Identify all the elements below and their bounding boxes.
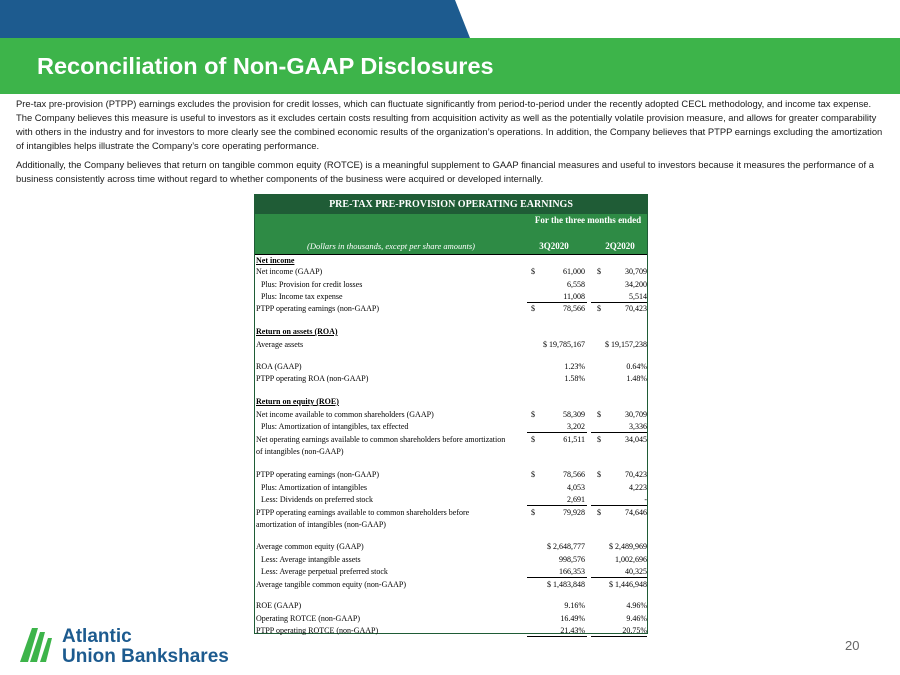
row-label: Plus: Provision for credit losses: [261, 280, 363, 289]
value-3q2020: $ 19,785,167: [543, 340, 585, 349]
table-row: [255, 541, 647, 553]
currency-symbol-3q: $: [531, 470, 535, 479]
underline: [527, 636, 587, 637]
row-label: Average assets: [256, 340, 304, 349]
currency-symbol-3q: $: [531, 304, 535, 313]
table-row: [255, 326, 647, 338]
logo-line2: Union Bankshares: [62, 646, 229, 666]
value-3q2020: 166,353: [559, 567, 585, 576]
value-2q2020: 4,223: [629, 483, 647, 492]
table-row: [255, 421, 647, 433]
value-2q2020: 34,200: [625, 280, 647, 289]
currency-symbol-2q: $: [597, 304, 601, 313]
top-banner: [0, 0, 900, 38]
underline: [527, 505, 587, 506]
currency-symbol-2q: $: [597, 470, 601, 479]
value-2q2020: 5,514: [629, 292, 647, 301]
row-label: Net operating earnings available to common shareholders before amortization of intangibles (non-GAAP): [256, 435, 506, 456]
row-label: Operating ROTCE (non-GAAP): [256, 614, 360, 623]
row-label: Plus: Amortization of intangibles, tax effected: [261, 422, 409, 431]
value-2q2020: 70,423: [625, 304, 647, 313]
value-3q2020: 61,511: [563, 435, 585, 444]
dollars-note: (Dollars in thousands, except per share amounts): [306, 241, 476, 251]
table-row: [255, 279, 647, 291]
value-2q2020: $ 19,157,238: [605, 340, 647, 349]
underline: [591, 505, 647, 506]
currency-symbol-2q: $: [597, 410, 601, 419]
page-title: Reconciliation of Non-GAAP Disclosures: [37, 53, 494, 79]
currency-symbol-2q: $: [597, 435, 601, 444]
table-row: [255, 482, 647, 494]
row-label: PTPP operating ROTCE (non-GAAP): [256, 626, 379, 635]
row-label: Return on equity (ROE): [256, 397, 339, 406]
currency-symbol-3q: $: [531, 267, 535, 276]
table-heading: PRE-TAX PRE-PROVISION OPERATING EARNINGS: [255, 195, 647, 214]
value-3q2020: 16.49%: [560, 614, 585, 623]
table-column-header: [255, 238, 647, 255]
atlantic-union-logo: [18, 622, 258, 666]
table-row: [255, 434, 647, 458]
table-row: [255, 409, 647, 421]
value-3q2020: 21.43%: [560, 626, 585, 635]
value-3q2020: 61,000: [563, 267, 585, 276]
row-label: PTPP operating earnings (non-GAAP): [256, 304, 380, 313]
underline: [527, 432, 587, 433]
table-row: [255, 303, 647, 315]
currency-symbol-3q: $: [531, 508, 535, 517]
row-label: PTPP operating earnings (non-GAAP): [256, 470, 380, 479]
value-2q2020: 9.46%: [626, 614, 647, 623]
table-span-header: [255, 214, 647, 238]
underline: [591, 636, 647, 637]
page-number: 20: [845, 638, 860, 653]
value-3q2020: 11,008: [563, 292, 585, 301]
row-label: Net income (GAAP): [256, 267, 323, 276]
row-label: Net income: [256, 256, 295, 265]
value-3q2020: 1.58%: [564, 374, 585, 383]
value-2q2020: 0.64%: [626, 362, 647, 371]
table-row: [255, 339, 647, 351]
intro-paragraph: Pre-tax pre-provision (PTPP) earnings excludes the provision for credit losses, which can fluctuate significantly from period-to-period under the recently adopted CECL methodology, and income tax expense. The Company believes this measure is useful to investors as it excludes certain costs resulting from acquisition activity as well as the potentially volatile provision measure, and allows for greater comparability with others in the industry and for investors to more clearly see the combined economic results of the organization’s operations. In addition, the Company believes that PTPP earnings excluding the amortization of intangibles helps illustrate the Company’s core operating performance.: [16, 98, 883, 151]
value-3q2020: 78,566: [563, 470, 585, 479]
value-3q2020: 1.23%: [564, 362, 585, 371]
value-2q2020: -: [644, 495, 647, 504]
table-row: [255, 507, 647, 531]
ptpp-table: [254, 194, 648, 634]
period-header: For the three months ended: [534, 215, 642, 225]
column-3q2020: 3Q2020: [539, 241, 569, 251]
row-label: ROA (GAAP): [256, 362, 302, 371]
row-label: Less: Dividends on preferred stock: [261, 495, 373, 504]
currency-symbol-2q: $: [597, 508, 601, 517]
value-2q2020: 1,002,696: [615, 555, 647, 564]
table-row: [255, 625, 647, 637]
value-2q2020: 30,709: [625, 410, 647, 419]
table-row: [255, 266, 647, 278]
value-2q2020: $ 1,446,948: [609, 580, 647, 589]
currency-symbol-2q: $: [597, 267, 601, 276]
currency-symbol-3q: $: [531, 435, 535, 444]
table-row: [255, 566, 647, 578]
currency-symbol-3q: $: [531, 410, 535, 419]
row-label: PTPP operating ROA (non-GAAP): [256, 374, 369, 383]
logo-mark-icon: [20, 628, 52, 662]
row-label: PTPP operating earnings available to common shareholders before amortization of intangibles (non-GAAP): [256, 508, 470, 529]
value-2q2020: 74,646: [625, 508, 647, 517]
row-label: Plus: Amortization of intangibles: [261, 483, 367, 492]
value-2q2020: 3,336: [629, 422, 647, 431]
table-row: [255, 613, 647, 625]
rotce-paragraph: Additionally, the Company believes that return on tangible common equity (ROTCE) is a meaningful supplement to GAAP financial measures and useful to investors because it measures the performance of a business consistently across time without regard to whether components of the business were acquired or developed internally.: [16, 159, 874, 184]
table-row: [255, 579, 647, 591]
value-2q2020: $ 2,489,969: [609, 542, 647, 551]
table-row: [255, 494, 647, 506]
column-2q2020: 2Q2020: [605, 241, 635, 251]
value-3q2020: 9.16%: [564, 601, 585, 610]
underline: [591, 432, 647, 433]
value-3q2020: 58,309: [563, 410, 585, 419]
value-2q2020: 34,045: [625, 435, 647, 444]
row-label: Net income available to common shareholders (GAAP): [256, 410, 434, 419]
value-3q2020: 998,576: [559, 555, 585, 564]
row-label: Plus: Income tax expense: [261, 292, 343, 301]
row-label: Average tangible common equity (non-GAAP): [256, 580, 407, 589]
value-3q2020: $ 1,483,848: [547, 580, 585, 589]
row-label: Return on assets (ROA): [256, 327, 338, 336]
row-label: ROE (GAAP): [256, 601, 302, 610]
table-row: [255, 469, 647, 481]
logo-line1: Atlantic: [62, 626, 132, 647]
value-2q2020: 4.96%: [626, 601, 647, 610]
table-row: [255, 554, 647, 566]
underline: [527, 577, 587, 578]
value-3q2020: 78,566: [563, 304, 585, 313]
row-label: Average common equity (GAAP): [256, 542, 364, 551]
value-3q2020: $ 2,648,777: [547, 542, 585, 551]
row-label: Less: Average perpetual preferred stock: [261, 567, 388, 576]
value-3q2020: 6,558: [567, 280, 585, 289]
table-row: [255, 600, 647, 612]
table-row: [255, 291, 647, 303]
value-3q2020: 79,928: [563, 508, 585, 517]
value-2q2020: 40,325: [625, 567, 647, 576]
row-label: Less: Average intangible assets: [261, 555, 361, 564]
table-row: [255, 373, 647, 385]
value-2q2020: 1.48%: [626, 374, 647, 383]
value-2q2020: 30,709: [625, 267, 647, 276]
value-2q2020: 20.75%: [622, 626, 647, 635]
table-row: [255, 396, 647, 408]
table-row: [255, 361, 647, 373]
value-3q2020: 4,053: [567, 483, 585, 492]
underline: [591, 577, 647, 578]
value-2q2020: 70,423: [625, 470, 647, 479]
table-body: [255, 255, 647, 633]
value-3q2020: 2,691: [567, 495, 585, 504]
value-3q2020: 3,202: [567, 422, 585, 431]
